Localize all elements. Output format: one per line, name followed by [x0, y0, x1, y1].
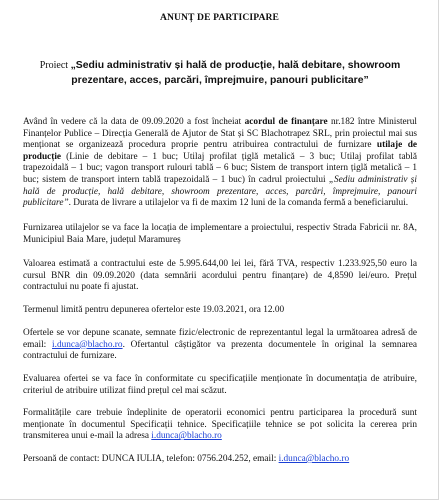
financing-agreement-label: acordul de finanțare [244, 117, 328, 127]
financing-text-3: (Linie de debitare – 1 buc; Utilaj profilat țiglă metalică – 3 buc; Utilaj profilat tablă trapezoidală – 1 buc; vagon transport rulouri tablă – 6 buc; Sistem de transport intern țiglă metalică – 1 buc; sistem de transport intern tablă trapezoidală – 1 buc) în cadrul proiectului [23, 151, 417, 185]
paragraph-contact [23, 454, 417, 466]
submission-text-2: . Ofertantul câștigător va prezenta documentele în original la semnarea contractului de furnizare. [23, 339, 418, 362]
paragraph-evaluation: Evaluarea ofertei se va face în conformitate cu specificațiile menționate în documentația de atribuire, criteriul de atribuire utilizat fiind prețul cel mai scăzut. [23, 374, 417, 396]
financing-text-1: Având în vedere că la data de 09.09.2020 a fost încheiat [23, 117, 245, 127]
paragraph-location: Furnizarea utilajelor se va face la locația de implementare a proiectului, respectiv Strada Fabricii nr. 8A, Municipiul Baia Mare, județul Maramureș [23, 223, 417, 245]
page-title: ANUNȚ DE PARTICIPARE [159, 12, 280, 23]
paragraph-formalities [23, 408, 417, 443]
email-link-3[interactable]: i.dunca@blacho.ro [278, 454, 350, 464]
project-heading [23, 58, 417, 88]
email-link-2[interactable]: i.dunca@blacho.ro [151, 431, 222, 442]
paragraph-submission [23, 328, 417, 363]
project-name: „Sediu administrativ și hală de producție, hală debitare, showroom prezentare, acces, parcări, împrejmuire, panouri publicitare” [70, 60, 401, 86]
project-name-italic: „Sediu administrativ și hală de producție, hală debitare, showroom prezentare, acces, parcări, împrejmuire, panouri publicitare” [23, 174, 417, 209]
project-label: Proiect [39, 60, 71, 71]
email-link-1[interactable]: i.dunca@blacho.ro [52, 339, 123, 350]
paragraph-financing [23, 117, 417, 210]
paragraph-value: Valoarea estimată a contractului este de 5.995.644,00 lei lei, fără TVA, respectiv 1.233.925,50 euro la cursul BNR din 09.09.2020 (data semnării acordului pentru finanțare) de 4,8590 lei/euro. Prețul contractului nu poate fi ajustat. [23, 259, 417, 293]
financing-text-2: nr.182 între Ministerul Finanțelor Publice – Direcția Generală de Ajutor de Stat și SC Blachotrapez SRL, prin proiectul mai sus menționat se organizează procedura proprie pentru atribuirea contractului de furnizare [23, 117, 417, 151]
submission-text-1: Ofertele se vor depune scanate, semnate fizic/electronic de reprezentantul legal la următoarea adresă de email: [23, 328, 417, 350]
contact-text: Persoană de contact: DUNCA IULIA, telefon: 0756.204.252, email: [23, 454, 279, 464]
formalities-text: Formalitățile care trebuie îndeplinite de operatorii economici pentru participarea la procedură sunt menționate în documentul Specificații tehnice. Specificațiile tehnice se pot solicita la cererea prin transmiterea unui e-mail la adresa [23, 408, 417, 442]
paragraph-deadline: Termenul limită pentru depunerea ofertelor este 19.03.2021, ora 12.00 [23, 305, 285, 315]
financing-text-4: . Durata de livrare a utilajelor va fi de maxim 12 luni de la comanda fermă a beneficiarului. [68, 198, 409, 209]
equipment-label: utilaje de producție [23, 140, 417, 162]
